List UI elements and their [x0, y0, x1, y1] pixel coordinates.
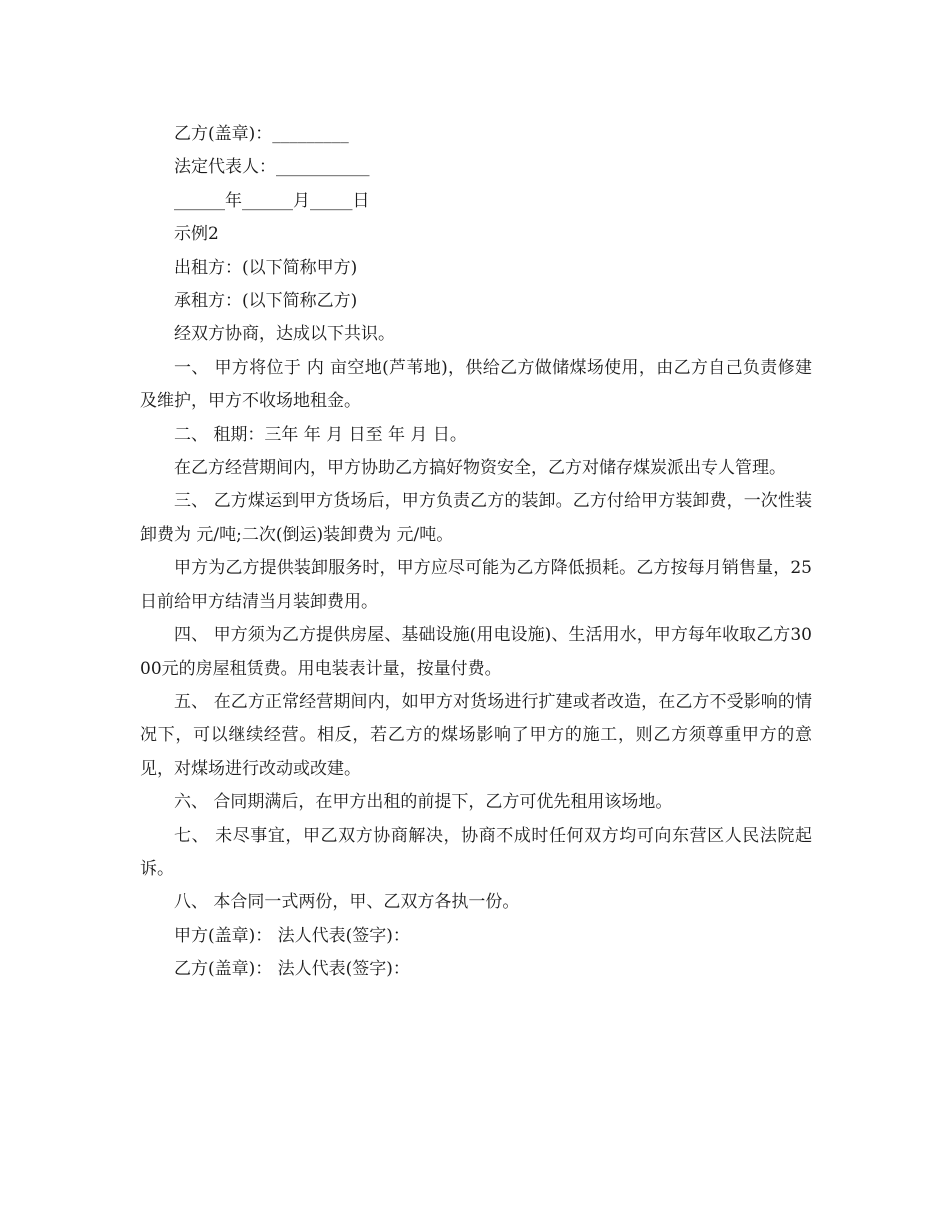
clause-1: 一、 甲方将位于 内 亩空地(芦苇地)，供给乙方做储煤场使用，由乙方自己负责修建及维护，甲方不收场地租金。 — [140, 357, 812, 412]
date-line: ______年______月_____日 — [174, 190, 370, 211]
party-b-signature-line: 乙方(盖章)： 法人代表(签字)： — [174, 959, 410, 980]
lessee-line: 承租方：(以下简称乙方) — [174, 291, 358, 312]
clause-2-detail: 在乙方经营期间内，甲方协助乙方搞好物资安全，乙方对储存煤炭派出专人管理。 — [174, 458, 786, 479]
clause-7: 七、 未尽事宜，甲乙双方协商解决，协商不成时任何双方均可向东营区人民法院起诉。 — [140, 825, 812, 879]
clause-5: 五、 在乙方正常经营期间内，如甲方对货场进行扩建或者改造，在乙方不受影响的情况下，可以继续经营。相反，若乙方的煤场影响了甲方的施工，则乙方须尊重甲方的意见，对煤场进行改动或改建。 — [140, 691, 812, 779]
agreement-intro: 经双方协商，达成以下共识。 — [174, 324, 395, 345]
clause-3: 三、 乙方煤运到甲方货场后，甲方负责乙方的装卸。乙方付给甲方装卸费，一次性装卸费为 元/吨;二次(倒运)装卸费为 元/吨。 — [140, 491, 812, 545]
clause-2: 二、 租期：三年 年 月 日至 年 月 日。 — [174, 424, 467, 445]
clause-3-detail: 甲方为乙方提供装卸服务时，甲方应尽可能为乙方降低损耗。乙方按每月销售量，25日前给甲方结清当月装卸费用。 — [140, 558, 812, 612]
clause-6: 六、 合同期满后，在甲方出租的前提下，乙方可优先租用该场地。 — [174, 792, 673, 813]
clause-4: 四、 甲方须为乙方提供房屋、基础设施(用电设施)、生活用水，甲方每年收取乙方3000元的房屋租赁费。用电装表计量，按量付费。 — [140, 625, 812, 679]
party-a-signature-line: 甲方(盖章)： 法人代表(签字)： — [174, 925, 410, 946]
lessor-line: 出租方：(以下简称甲方) — [174, 257, 358, 278]
clause-8: 八、 本合同一式两份，甲、乙双方各执一份。 — [174, 892, 520, 913]
example-heading: 示例2 — [174, 224, 219, 245]
document-body — [140, 118, 812, 987]
party-b-seal-line: 乙方(盖章)：_________ — [174, 124, 349, 144]
legal-representative-line: 法定代表人：___________ — [174, 157, 370, 178]
